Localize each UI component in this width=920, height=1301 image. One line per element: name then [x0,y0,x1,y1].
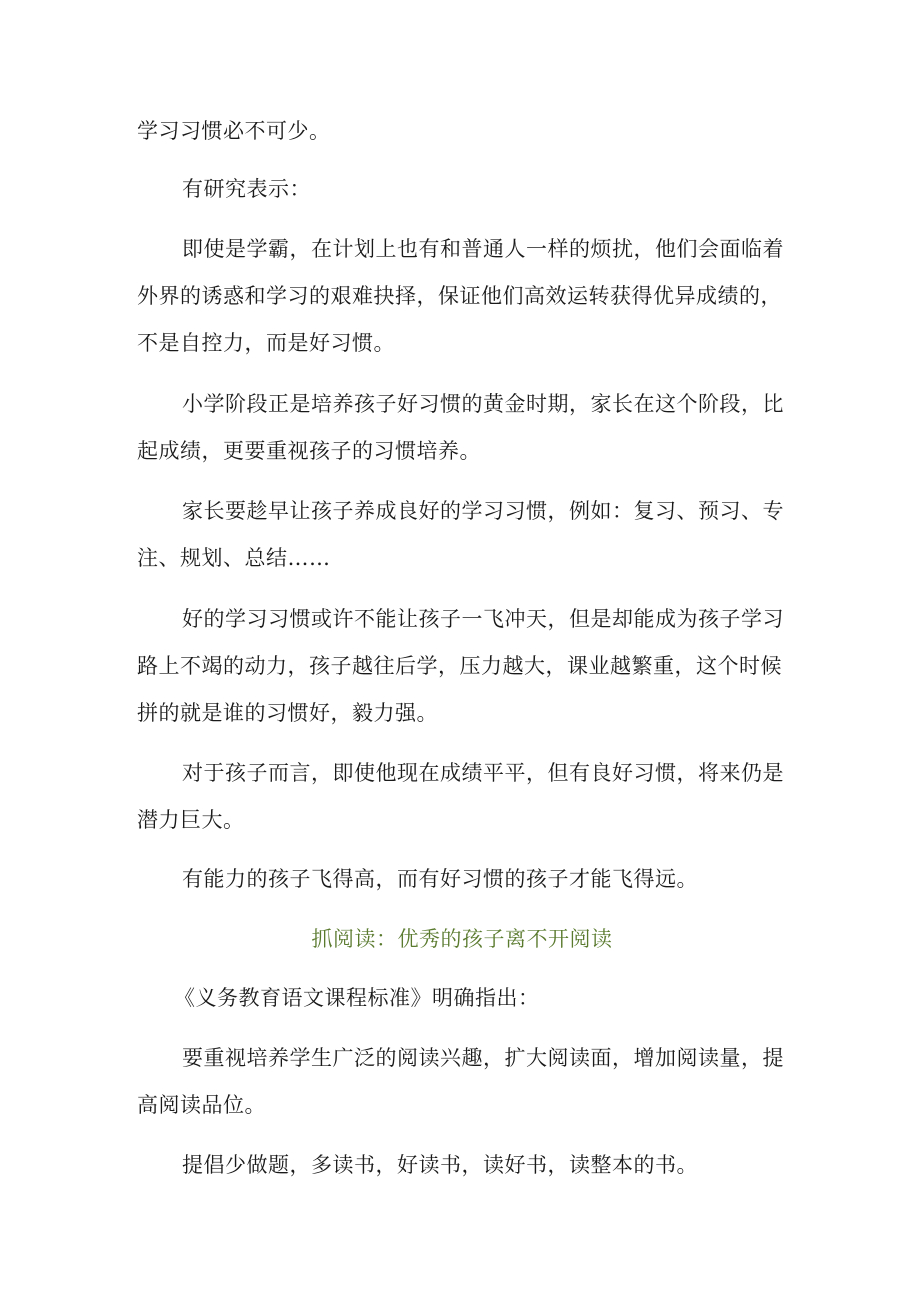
paragraph-5: 家长要趁早让孩子养成良好的学习习惯，例如：复习、预习、专注、规划、总结…… [137,499,784,570]
paragraph-7: 对于孩子而言，即使他现在成绩平平，但有良好习惯，将来仍是潜力巨大。 [137,761,784,832]
paragraph-1: 学习习惯必不可少。 [137,119,331,143]
paragraph-6: 好的学习习惯或许不能让孩子一飞冲天，但是却能成为孩子学习路上不竭的动力，孩子越往后学，压力越大，课业越繁重，这个时候拼的就是谁的习惯好，毅力强。 [137,607,784,725]
paragraph-3: 即使是学霸，在计划上也有和普通人一样的烦扰，他们会面临着外界的诱惑和学习的艰难抉择，保证他们高效运转获得优异成绩的，不是自控力，而是好习惯。 [137,237,784,355]
section-paragraph-3: 提倡少做题，多读书，好读书，读好书，读整本的书。 [182,1153,698,1177]
section-paragraph-2: 要重视培养学生广泛的阅读兴趣，扩大阅读面，增加阅读量，提高阅读品位。 [137,1046,784,1117]
section-paragraph-1: 《义务教育语文课程标准》明确指出： [174,986,540,1010]
paragraph-4: 小学阶段正是培养孩子好习惯的黄金时期，家长在这个阶段，比起成绩，更要重视孩子的习惯培养。 [137,392,784,463]
paragraph-8: 有能力的孩子飞得高，而有好习惯的孩子才能飞得远。 [182,867,698,891]
section-heading: 抓阅读：优秀的孩子离不开阅读 [311,927,613,951]
paragraph-2: 有研究表示： [182,177,311,201]
